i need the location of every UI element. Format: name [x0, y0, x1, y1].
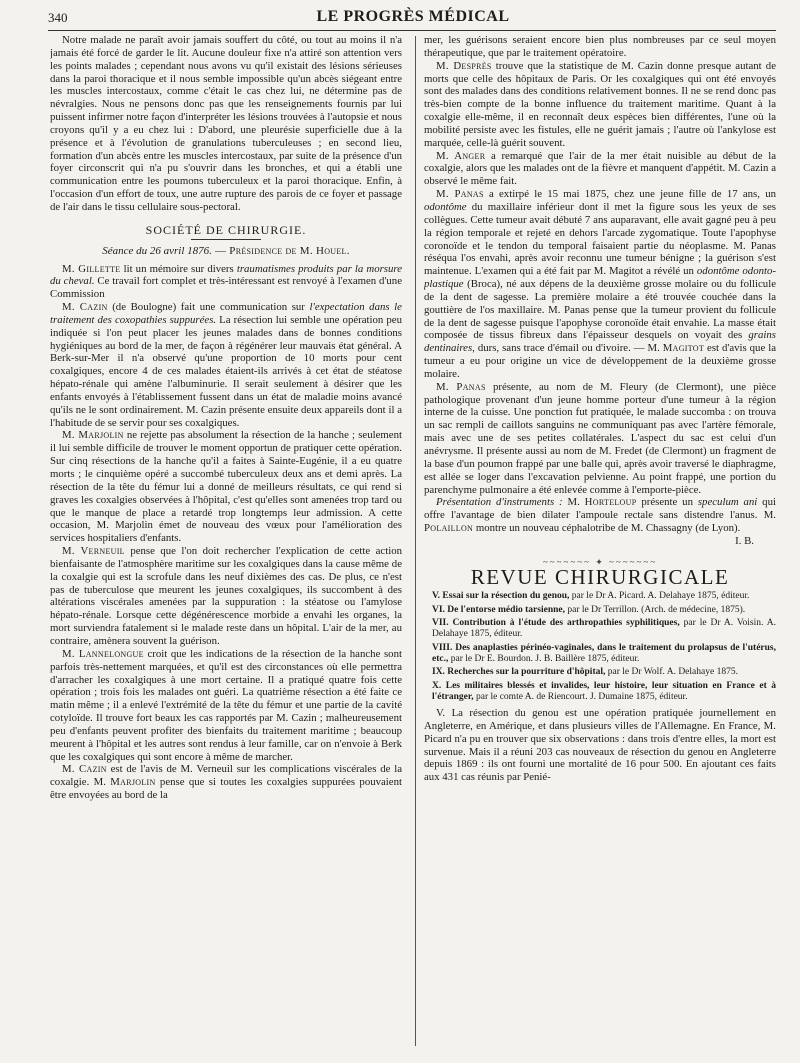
- text: trouve que la statistique de M. Cazin donne presque autant de morts que celle des hôpitaux de Paris. Or les coxalgiques qui ont été envoyés sont des malades dans des conditions relativement bonnes. Il ne se rend donc pas très-bien compte de la bonne influence du traitement maritime. Quant à la coxalgie elle-même, il en reconnaît deux espèces bien différentes, l'une où la mobilité persiste avec les fistules, elle ne guérit jamais ; l'autre où l'ankylose est marquée, celle-là guérit souvent.: [424, 59, 776, 149]
- text: (Broca), né aux dépens de la deuxième grosse molaire ou du follicule de la dent de sagesse. La première molaire a été trouvée couchée dans la gouttière de l'os maxillaire. M. Panas pense que la tumeur provient du follicule de la dent de sagesse puisque l'apophyse coronoïde était envahie. La masse était composée de tissus fibreux dans l'épaisseur desquels on voyait des: [424, 278, 776, 342]
- text: croit que les indications de la résection de la hanche sont parfois très-nettement marquées, et qu'il est des circonstances où elle permettra d'arracher les coxalgiques à une mort certaine. Il a pratiqué quatre fois cette opération ; trois fois les malades ont guéri. La quatrième résection a été faite ce matin même ; il a enlevé l'extrémité de la tête du fémur et une partie de la cavité cotyloïde. Il trouve fort beaux les cas rapportés par M. Cazin ; malheureusement peu d'enfants peuvent profiter des bienfaits du traitement maritime ; beaucoup meurent à l'hôpital et les autres sont rendus à leur famille, car on n'envoie à Berk que les coxalgiques qui sont encore à même de marcher.: [50, 647, 402, 763]
- seance-line: [50, 245, 402, 258]
- text: qui offre l'avantage de bien dilater l'ampoule rectale sans distendre l'anus. M.: [424, 496, 776, 522]
- italic-text: Présentation d'instruments :: [436, 496, 563, 509]
- entry-title: VII. Contribution à l'étude des arthropathies syphilitiques,: [432, 618, 680, 629]
- italic-text: l'expectation dans le traitement des coxopathies suppurées.: [50, 301, 402, 326]
- speaker-name: M. Panas: [436, 188, 484, 201]
- seance-presidence: — Présidence de M. Houel.: [211, 244, 350, 257]
- bibliography-entry: [424, 618, 776, 641]
- section-title: SOCIÉTÉ DE CHIRURGIE.: [145, 222, 307, 237]
- seance-date: Séance du 26 avril 1876.: [102, 244, 212, 257]
- text: pense que si toutes les coxalgies suppurées pouvaient être envoyées au bord de la: [50, 776, 402, 802]
- revue-title: REVUE CHIRURGICALE: [470, 564, 730, 589]
- section-rule: [191, 239, 261, 240]
- speaker-name: M. Gillette: [62, 262, 121, 275]
- paragraph: [50, 763, 402, 802]
- speaker-name: M. Verneuil: [62, 545, 125, 558]
- ornament: ~~~~~~~ ✦ ~~~~~~~: [542, 556, 658, 567]
- paragraph: [50, 545, 402, 648]
- text: présente, au nom de M. Fleury (de Clermont), une pièce pathologique provenant d'un jeune homme porteur d'une tumeur à la région interne de la cuisse. Une ponction fut pratiquée, le malade succomba : on trouva un sac rempli de caillots sanguins ne communiquant pas avec l'artère fémorale, mais avec une de ses petites collatérales. L'aspect du sac est celui d'un anévrysme. Il présente aussi au nom de M. Fredet (de Clermont) un fragment de la base d'un poumon frappé par une balle qui, après avoir traversé le diaphragme, est allée se loger dans l'excavation pelvienne. Au point frappé, une portion du parenchyme pulmonaire a été enlevée comme à l'emporte-pièce.: [424, 380, 776, 496]
- journal-title: LE PROGRÈS MÉDICAL: [316, 8, 510, 25]
- text: montre un nouveau céphalotribe de M. Chassagny (de Lyon).: [473, 522, 741, 535]
- text: est d'avis que la tumeur a eu pour origine un vice de développement de la deuxième grosse molaire.: [424, 342, 776, 380]
- speaker-name: Polaillon: [424, 522, 474, 535]
- text: a remarqué que l'air de la mer était nuisible au début de la coxalgie, alors que les malades ont de la fièvre et manquent d'appétit. M. Cazin a observé le même fait.: [424, 149, 776, 188]
- entry-details: par le Dr Wolf. A. Delahaye 1875.: [605, 667, 738, 678]
- text: ne rejette pas absolument la résection de la hanche ; seulement il lui semble difficile de trouver le moment opportun de pratiquer cette opération. Sur cinq résections de la hanche qu'il a faites à Sainte-Eugénie, il a eu quatre morts ; le cinquième opéré a succombé tuberculeux deux ans et demi après. La résection de la tête du fémur lui a donné de meilleurs résultats, ce qui rend si graves les coxalgies observées à l'hôpital, c'est qu'elles sont amenées trop tard ou que le manque de place a retardé trop longtemps leur admission. A cette occasion, M. Marjolin émet de nouveau des vœux pour l'amélioration des services hospitaliers d'enfants.: [50, 429, 402, 545]
- text: lit un mémoire sur divers: [120, 262, 237, 275]
- paragraph: [50, 429, 402, 545]
- text: durs, sans trace d'émail ou d'ivoire. — M.: [474, 342, 663, 355]
- speaker-name: Magitot: [662, 342, 705, 355]
- italic-text: odontôme odonto-plastique: [424, 265, 776, 291]
- text: M.: [562, 496, 585, 509]
- italic-text: traumatismes produits par la morsure du cheval.: [50, 262, 402, 288]
- paragraph: [50, 263, 402, 302]
- text: est de l'avis de M. Verneuil sur les complications viscérales de la coxalgie. M.: [50, 763, 402, 789]
- paragraph: Notre malade ne paraît avoir jamais souffert du côté, ou tout au moins il n'a jamais été forcé de garder le lit. Aucune douleur fixe n'a attiré son attention vers les points malades ; cependant nous avons vu qu'il existait des lésions sérieuses dans la paroi thoracique et il nous semble impossible qu'un abcès siégeant entre les muscles intercostaux, comme c'était le cas chez lui, ne détermine pas de névralgies. Nous ne pensons donc pas que les renseignements fournis par lui puissent infirmer notre façon d'interpréter les lésions trouvées à l'autopsie et nous croyons qu'il y a eu chez lui : D'abord, une pleurésie superficielle due à la présence et à l'évolution de granulations tuberculeuses ; en second lieu, formation d'un abcès entre les muscles intercostaux, par suite de la présence d'un foyer circonscrit qui n'a pu s'ouvrir dans les bronches, et qui a établi une communication entre les poumons tuberculeux et la paroi thoracique. Enfin, à l'occasion d'un effort de toux, une autre rupture des parois de ce foyer et passage de l'air dans le tissu cellulaire sous-pectoral.: [50, 34, 402, 213]
- paragraph: V. La résection du genou est une opération pratiquée journellement en Angleterre, en Amérique, et dans plusieurs villes de l'Allemagne. En France, M. Picard n'a pu en trouver que six observations : dans trois d'entre elles, la mort est survenue. Mais il a réuni 203 cas nouveaux de résection du genou en Angleterre depuis 1869 : ils ont fourni une mortalité de 16 pour 500. En ajoutant ces faits aux 431 cas réunis par Penié-: [424, 707, 776, 784]
- paragraph: [424, 150, 776, 189]
- bibliography-entry: [424, 605, 776, 616]
- paragraph: [424, 60, 776, 150]
- page-header: [48, 8, 778, 30]
- entry-details: par le Dr Terrillon. (Arch. de médecine, 1875).: [564, 604, 746, 615]
- text: a extirpé le 15 mai 1875, chez une jeune fille de 17 ans, un: [483, 188, 776, 201]
- right-column: [424, 34, 776, 1054]
- header-rule: [48, 30, 776, 31]
- bibliography-entry: [424, 591, 776, 602]
- entry-title: X. Les militaires blessés et invalides, leur histoire, leur situation en France et à l'étranger,: [432, 680, 776, 702]
- speaker-name: Marjolin: [110, 776, 156, 789]
- speaker-name: M. Desprès: [436, 59, 492, 72]
- entry-title: VI. De l'entorse médio tarsienne,: [432, 604, 565, 615]
- speaker-name: M. Anger: [436, 149, 486, 162]
- paragraph: [424, 381, 776, 497]
- entry-details: par le Dr A. Picard. A. Delahaye 1875, éditeur.: [569, 591, 750, 602]
- italic-text: odontôme: [424, 200, 467, 213]
- text: La résection lui semble une opération peu indiquée si l'on peut placer les jeunes malades dans de bonnes conditions hygiéniques au bord de la mer, de façon à régénérer leur mauvais état général. A Berk-sur-Mer il n'a observé qu'une proportion de 10 morts pour cent coxalgiques, encore 4 de ces malades étaient-ils arrivés à cet état de stéatose hépato-rénale qui amène l'albuminurie. Il serait seulement à désirer que les enfants envoyés à l'établissement fussent dans un état de maladie moins avancé qu'ils ne le sont ordinairement. M. Cazin présente ensuite deux appareils dont il a l'habitude de se servir pour ses coxalgiques.: [50, 313, 402, 429]
- text: Ce travail fort complet et très-intéressant est renvoyé à l'examen d'une Commission: [50, 275, 402, 301]
- entry-title: VIII. Des anaplasties périnéo-vaginales, dans le traitement du prolapsus de l'utérus, etc.,: [432, 642, 776, 664]
- paragraph: [50, 648, 402, 764]
- text: pense que l'on doit rechercher l'explication de cette action bienfaisante de l'atmosphère maritime sur les coxalgiques dans la cause même de la coxalgie qui est la scrofule dans les neuf dixièmes des cas. De plus, ce n'est pas de tuberculose que meurent les jeunes coxalgiques, ils succombent à des altérations viscérales amenées par la suppuration : la stéatose ou l'amylose hépato-rénale. Lorsque cette dégénérescence morbide a envahi les organes, la mort surviendra fatalement si le malade reste dans un hôpital. L'air de la mer, au contraire, amènera souvent la guérison.: [50, 545, 402, 647]
- italic-text: grains dentinaires,: [424, 329, 776, 355]
- entry-details: par le Dr A. Voisin. A. Delahaye 1875, éditeur.: [432, 618, 776, 640]
- left-column: [50, 34, 402, 1054]
- column-divider: [415, 36, 416, 1046]
- paragraph: mer, les guérisons seraient encore bien plus nombreuses par ce seul moyen thérapeutique, que par le traitement opératoire.: [424, 34, 776, 59]
- bibliography-entry: [424, 643, 776, 666]
- italic-text: speculum ani: [697, 496, 758, 509]
- entry-details: par le comte A. de Riencourt. J. Dumaine 1875, éditeur.: [473, 691, 688, 702]
- paragraph: [424, 496, 776, 535]
- signature: I. B.: [735, 534, 754, 547]
- text: du maxillaire inférieur dont il met la figure sous les yeux de ses collègues. Cette tumeur avait débuté 7 ans auparavant, elle avait gagné peu à peu la région temporale et rejeté en dehors l'arcade zygomatique. Toute l'apophyse coronoïde et le tendon du temporal faisaient partie du néoplasme. M. Panas réséqua l'os envahi, après avoir reconnu une tumeur bénigne ; la guérison s'est maintenue. L'examen qui a été fait par M. Magitot a révélé un: [424, 200, 776, 278]
- paragraph: [50, 301, 402, 429]
- text: présente un: [636, 496, 698, 509]
- entry-details: par le Dr E. Bourdon. J. B. Baillère 1875, éditeur.: [448, 653, 640, 664]
- entry-title: IX. Recherches sur la pourriture d'hôpital,: [432, 667, 606, 678]
- speaker-name: M. Lannelongue: [62, 647, 144, 660]
- entry-title: V. Essai sur la résection du genou,: [432, 591, 570, 602]
- speaker-name: M. Cazin: [62, 763, 107, 776]
- speaker-name: Horteloup: [584, 496, 637, 509]
- bibliography-entry: [424, 681, 776, 704]
- paragraph: [424, 188, 776, 381]
- speaker-name: M. Panas: [436, 380, 486, 393]
- page-number: 340: [48, 10, 68, 25]
- text: (de Boulogne) fait une communication sur: [107, 301, 310, 314]
- speaker-name: M. Cazin: [62, 301, 108, 314]
- bibliography-entry: [424, 667, 776, 678]
- speaker-name: M. Marjolin: [62, 429, 124, 442]
